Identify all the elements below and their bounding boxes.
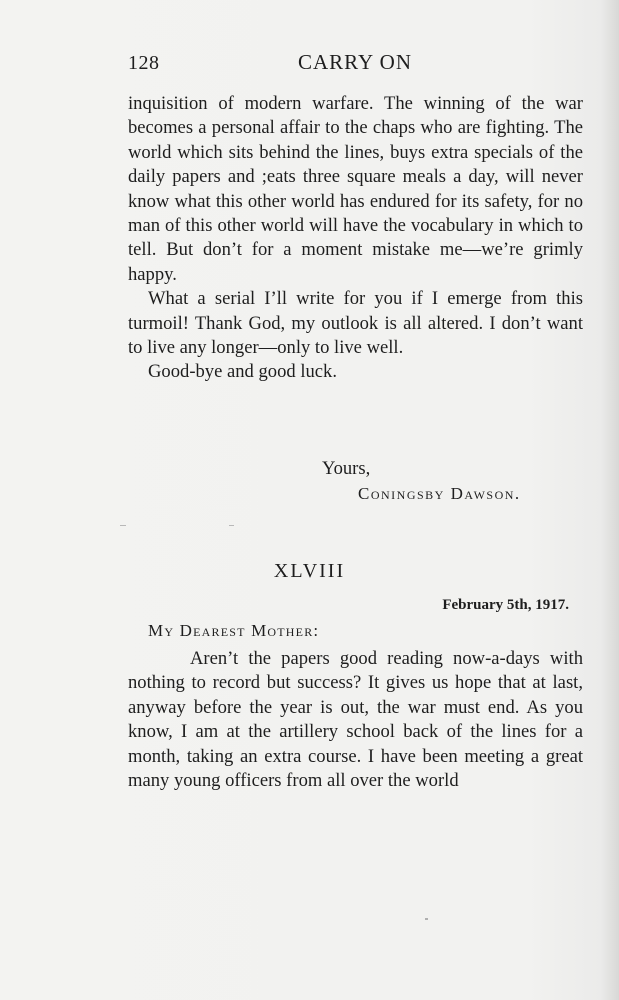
print-mark (229, 525, 234, 526)
farewell-line: Good-bye and good luck. (148, 361, 337, 383)
paper-speck (425, 918, 428, 920)
signature: Coningsby Dawson. (358, 484, 521, 503)
body-paragraph: What a serial I’ll write for you if I emerge from this turmoil! Thank God, my outlook is all altered. I don’t want to live any longer—only to live well. (128, 288, 583, 359)
page-header (128, 50, 583, 80)
closing-line: Yours, (322, 458, 371, 479)
print-mark (120, 525, 126, 526)
new-letter-body (128, 647, 583, 793)
body-paragraph: Aren’t the papers good reading now-a-days with nothing to record but success? It gives us hope that at last, anyway before the year is out, the war must end. As you know, I am at the artillery school back of the lines for a month, taking an extra course. I have been meeting a great many young officers from all over the world (128, 648, 583, 792)
salutation: My Dearest Mother: (148, 621, 320, 640)
letter-date: February 5th, 1917. (442, 597, 569, 613)
body-paragraph: inquisition of modern warfare. The winning of the war becomes a personal affair to the chaps who are fighting. The world which sits behind the lines, buys extra specials of the daily papers and ;eats three square meals a day, will never know what this other world has endured for its safety, for no man of this other world will have the vocabulary in which to tell. But don’t for a moment mistake me—we’re grimly happy. (128, 93, 583, 285)
letter-continuation (128, 92, 583, 385)
chapter-heading: XLVIII (273, 560, 346, 582)
running-head: CARRY ON (298, 50, 412, 74)
page-number: 128 (128, 52, 160, 74)
